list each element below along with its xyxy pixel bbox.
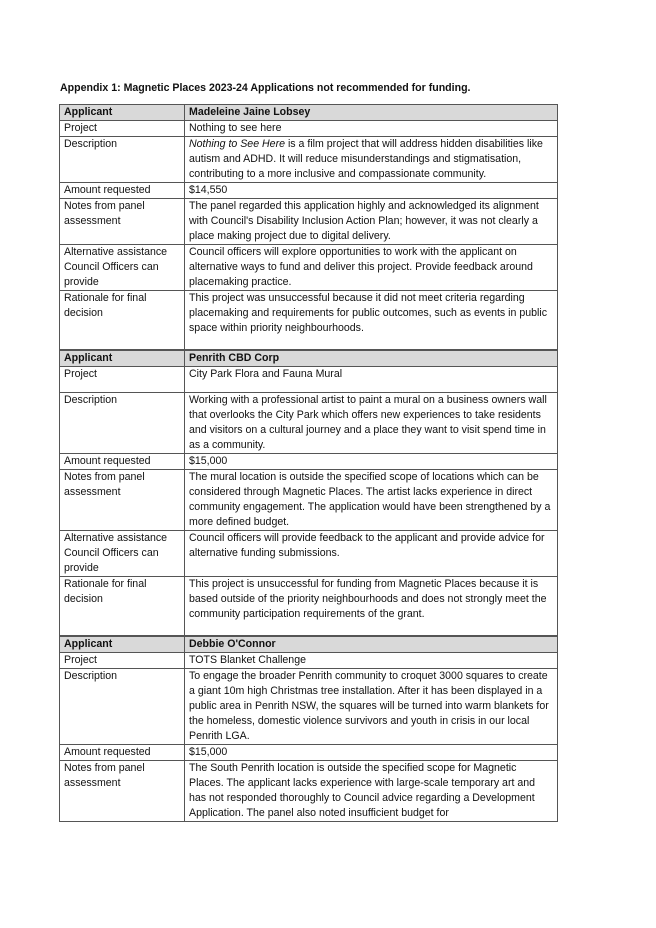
description-row (60, 669, 558, 745)
applicant-name: Penrith CBD Corp (185, 351, 558, 367)
notes-label: Notes from panel assessment (60, 199, 185, 245)
project-row (60, 367, 558, 393)
project-row (60, 653, 558, 669)
amount-label: Amount requested (60, 745, 185, 761)
project-name-content: City Park Flora and Fauna Mural (189, 368, 343, 380)
amount-value: $15,000 (185, 454, 558, 470)
assistance-text: Council officers will provide feedback to the applicant and provide advice for alternative funding submissions. (185, 531, 558, 577)
rationale-text (185, 291, 558, 350)
notes-row (60, 470, 558, 531)
notes-text: The South Penrith location is outside the specified scope for Magnetic Places. The applicant lacks experience with large-scale temporary art and has not responded thoroughly to Council advice regarding a Development Application. The panel also noted insufficient budget for (185, 761, 558, 822)
applications-tables (59, 104, 557, 822)
applicant-row (60, 351, 558, 367)
rationale-row (60, 291, 558, 350)
description-text (185, 137, 558, 183)
notes-row (60, 199, 558, 245)
notes-row (60, 761, 558, 822)
applicant-label: Applicant (60, 105, 185, 121)
amount-label: Amount requested (60, 183, 185, 199)
description-text: Working with a professional artist to paint a mural on a business owners wall that overlooks the City Park which offers new experiences to take residents and visitors on a cultural journey and a place they want to visit spend time in as a community. (185, 393, 558, 454)
notes-text: The mural location is outside the specified scope of locations which can be considered through Magnetic Places. The artist lacks experience in direct community engagement. The application would have been strengthened by a more defined budget. (185, 470, 558, 531)
rationale-label: Rationale for final decision (60, 577, 185, 636)
application-table-1 (59, 104, 558, 350)
amount-row (60, 454, 558, 470)
application-table-3 (59, 636, 558, 822)
applicant-label: Applicant (60, 637, 185, 653)
project-label: Project (60, 367, 185, 393)
rationale-label: Rationale for final decision (60, 291, 185, 350)
assistance-row (60, 531, 558, 577)
assistance-text: Council officers will explore opportunities to work with the applicant on alternative ways to fund and deliver this project. Provide feedback around placemaking practice. (185, 245, 558, 291)
amount-value: $14,550 (185, 183, 558, 199)
project-row (60, 121, 558, 137)
project-label: Project (60, 121, 185, 137)
applicant-name: Madeleine Jaine Lobsey (185, 105, 558, 121)
rationale-row (60, 577, 558, 636)
description-row (60, 137, 558, 183)
amount-row (60, 745, 558, 761)
description-italic-title: Nothing to See Here (189, 138, 285, 150)
amount-row (60, 183, 558, 199)
application-table-2 (59, 350, 558, 636)
notes-label: Notes from panel assessment (60, 761, 185, 822)
description-label: Description (60, 393, 185, 454)
project-name (185, 367, 558, 393)
applicant-row (60, 105, 558, 121)
amount-label: Amount requested (60, 454, 185, 470)
applicant-row (60, 637, 558, 653)
project-label: Project (60, 653, 185, 669)
project-name: TOTS Blanket Challenge (185, 653, 558, 669)
assistance-label: Alternative assistance Council Officers can provide (60, 531, 185, 577)
page-heading: Appendix 1: Magnetic Places 2023-24 Applications not recommended for funding. (60, 82, 471, 94)
notes-label: Notes from panel assessment (60, 470, 185, 531)
description-text: To engage the broader Penrith community to croquet 3000 squares to create a giant 10m high Christmas tree installation. After it has been displayed in a public area in Penrith NSW, the squares will be turned into warm blankets for the homeless, domestic violence survivors and youth in crisis in our local Penrith LGA. (185, 669, 558, 745)
rationale-text-content: This project was unsuccessful because it did not meet criteria regarding placemaking and requirements for public outcomes, such as events in public space within priority neighbourhoods. (189, 292, 548, 334)
amount-value: $15,000 (185, 745, 558, 761)
description-label: Description (60, 669, 185, 745)
applicant-label: Applicant (60, 351, 185, 367)
assistance-label: Alternative assistance Council Officers can provide (60, 245, 185, 291)
rationale-text (185, 577, 558, 636)
applicant-name: Debbie O'Connor (185, 637, 558, 653)
project-name: Nothing to see here (185, 121, 558, 137)
description-rest: is a film project that will address hidden disabilities like autism and ADHD. It will reduce misunderstandings and stigmatisation, contributing to a more inclusive and compassionate community. (189, 138, 543, 180)
rationale-text-content: This project is unsuccessful for funding from Magnetic Places because it is based outside of the priority neighbourhoods and does not strongly meet the community participation requirements of the grant. (189, 578, 547, 620)
notes-text: The panel regarded this application highly and acknowledged its alignment with Council's Disability Inclusion Action Plan; however, it was not clearly a place making project due to digital delivery. (185, 199, 558, 245)
description-row (60, 393, 558, 454)
assistance-row (60, 245, 558, 291)
description-label: Description (60, 137, 185, 183)
